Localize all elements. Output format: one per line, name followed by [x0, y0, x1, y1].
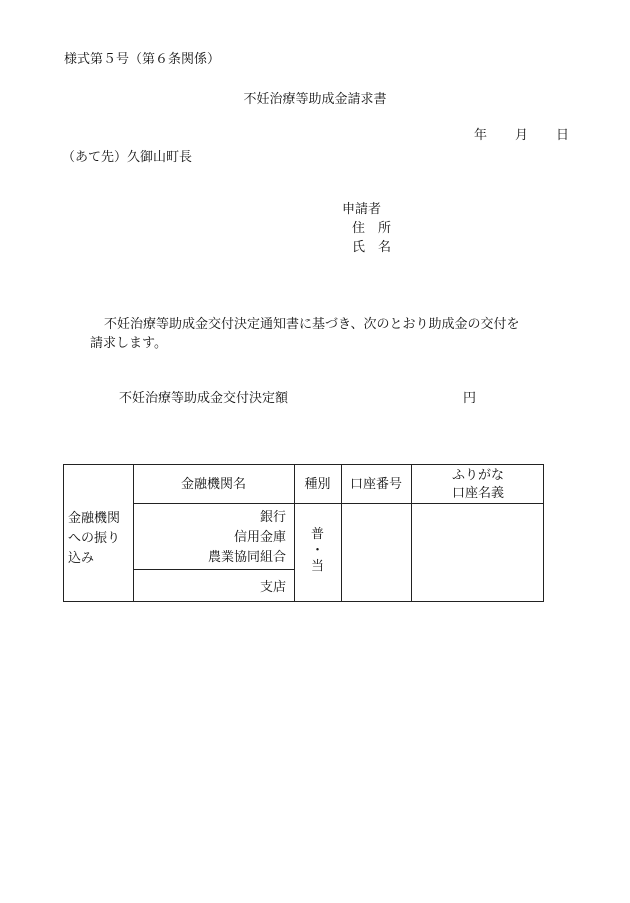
header-institution: 金融機関名 — [180, 477, 246, 492]
account-type-separator: ・ — [310, 543, 324, 558]
row-header-line: 込み — [68, 551, 95, 566]
institution-type-agri-coop: 農業協同組合 — [207, 550, 286, 565]
date-month: 月 — [515, 128, 529, 143]
bank-transfer-table — [63, 464, 544, 602]
institution-type-credit-union: 信用金庫 — [233, 530, 286, 545]
date-line — [474, 129, 569, 142]
date-day: 日 — [556, 128, 570, 143]
applicant-label: 申請者 — [342, 202, 382, 217]
header-account-number: 口座番号 — [349, 477, 402, 492]
body-text-line1: 不妊治療等助成金交付決定通知書に基づき、次のとおり助成金の交付を — [104, 317, 520, 332]
amount-unit: 円 — [463, 391, 477, 406]
date-year: 年 — [474, 128, 488, 143]
account-type-ordinary: 普 — [310, 527, 324, 542]
row-header-line: への振り — [68, 531, 121, 546]
header-furigana: ふりがな — [451, 468, 504, 483]
institution-type-bank: 銀行 — [259, 510, 286, 525]
amount-label: 不妊治療等助成金交付決定額 — [119, 391, 289, 406]
header-account-name: 口座名義 — [451, 486, 504, 501]
address-label: 住 所 — [352, 221, 392, 236]
branch-label: 支店 — [259, 580, 286, 595]
header-type: 種別 — [304, 477, 331, 492]
table-divider — [411, 465, 412, 601]
form-number: 様式第５号（第６条関係） — [64, 52, 221, 67]
institution-types — [208, 508, 286, 568]
body-text-line2: 請求します。 — [90, 336, 167, 351]
account-type-options — [294, 527, 341, 575]
account-type-current: 当 — [310, 559, 324, 574]
row-header — [68, 509, 120, 569]
addressee: （あて先）久御山町長 — [62, 150, 193, 165]
table-divider — [133, 569, 294, 570]
table-divider — [133, 503, 543, 504]
document-title: 不妊治療等助成金請求書 — [243, 92, 387, 107]
row-header-line: 金融機関 — [68, 511, 121, 526]
name-label: 氏 名 — [352, 240, 392, 255]
